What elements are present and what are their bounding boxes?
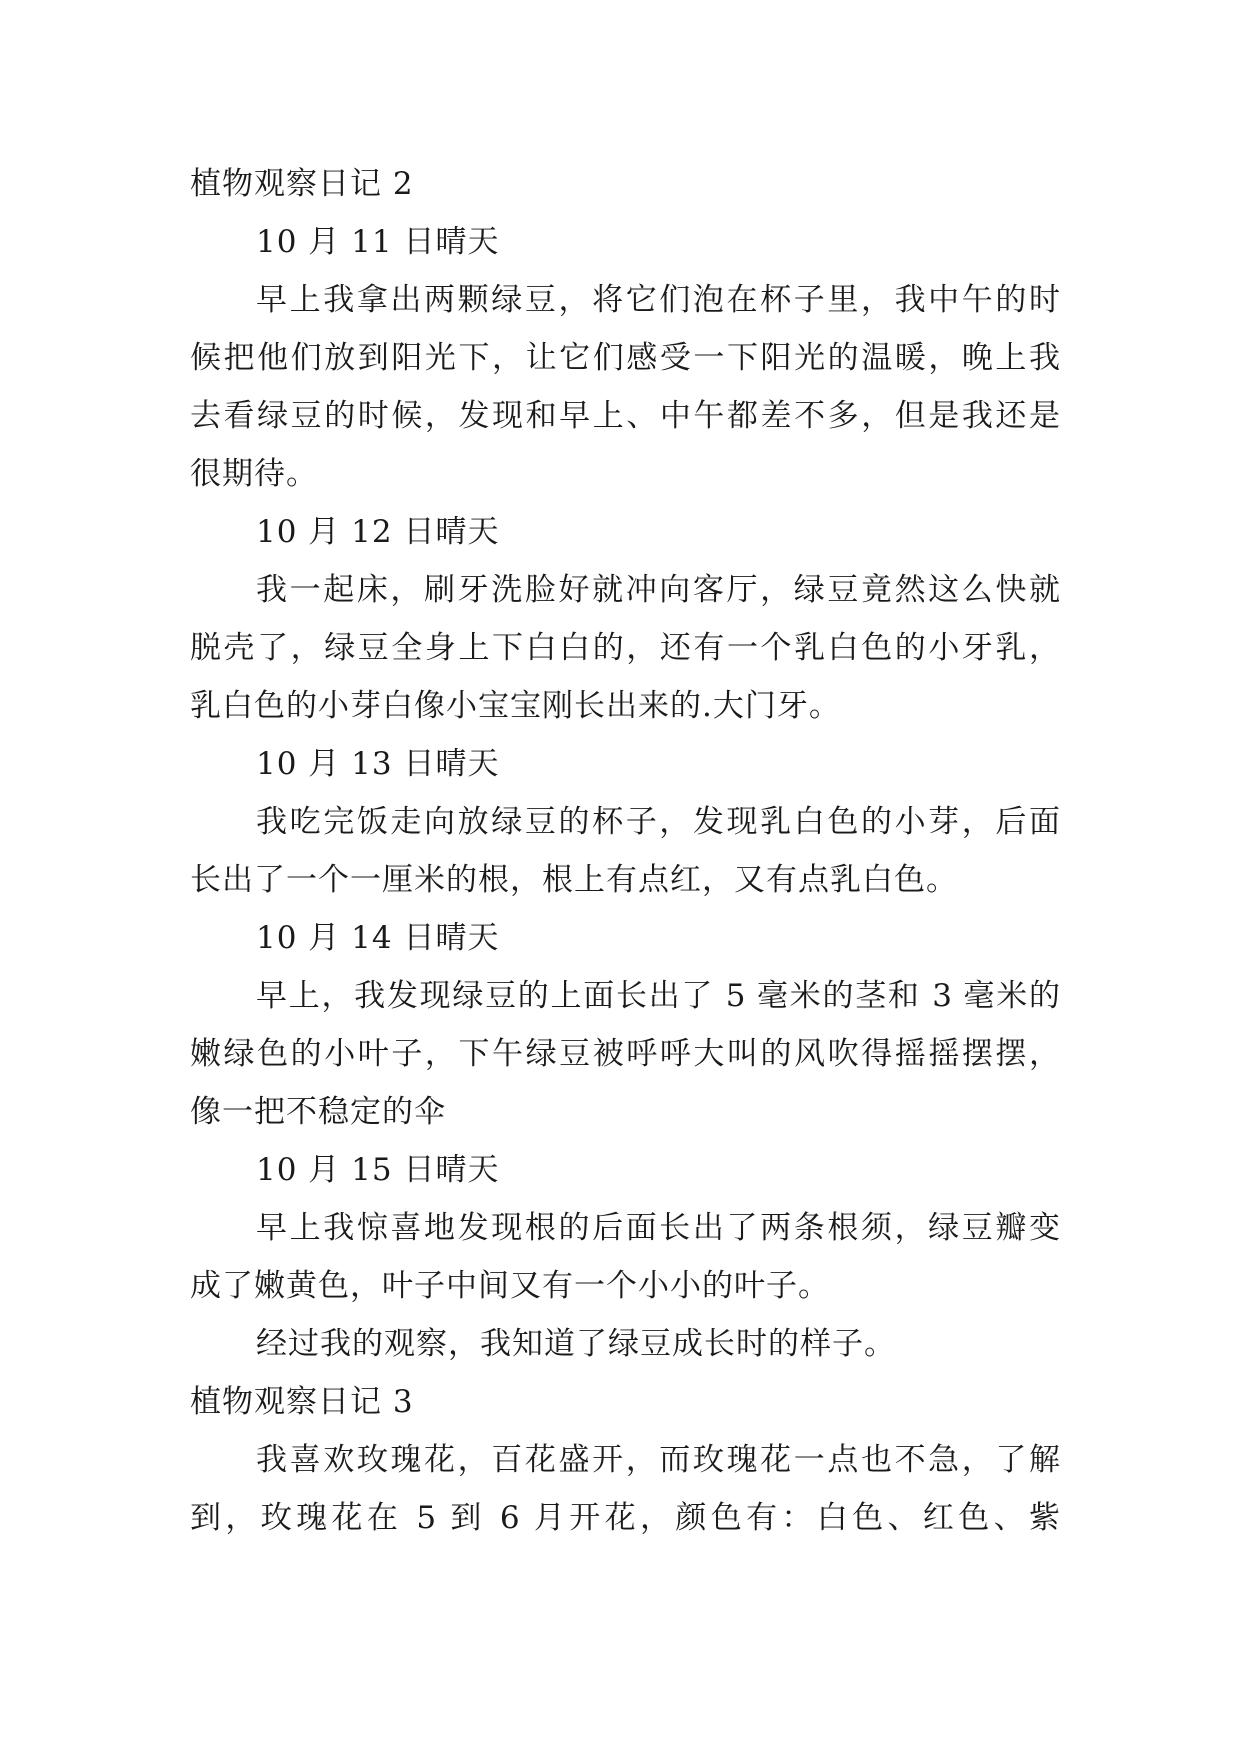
paragraph-line: 嫩绿色的小叶子，下午绿豆被呼呼大叫的风吹得摇摇摆摆， <box>190 1036 1060 1072</box>
document-page <box>190 155 1060 1547</box>
date-heading: 10 月 11 日晴天 <box>256 224 500 260</box>
date-heading: 10 月 15 日晴天 <box>256 1152 500 1188</box>
paragraph-line: 我一起床，刷牙洗脸好就冲向客厅，绿豆竟然这么快就 <box>256 572 1060 608</box>
paragraph-line: 很期待。 <box>190 456 318 492</box>
heading-diary-2: 植物观察日记 2 <box>190 166 414 202</box>
paragraph-line: 去看绿豆的时候，发现和早上、中午都差不多，但是我还是 <box>190 398 1060 434</box>
paragraph-line: 长出了一个一厘米的根，根上有点红，又有点乳白色。 <box>190 862 958 898</box>
date-heading: 10 月 13 日晴天 <box>256 746 500 782</box>
paragraph-line: 早上我拿出两颗绿豆，将它们泡在杯子里，我中午的时 <box>256 282 1060 318</box>
paragraph-line: 像一把不稳定的伞 <box>190 1094 446 1130</box>
heading-diary-3: 植物观察日记 3 <box>190 1384 414 1420</box>
paragraph-line: 经过我的观察，我知道了绿豆成长时的样子。 <box>256 1326 896 1362</box>
date-heading: 10 月 14 日晴天 <box>256 920 500 956</box>
paragraph-line: 早上，我发现绿豆的上面长出了 5 毫米的茎和 3 毫米的 <box>256 978 1060 1014</box>
paragraph-line: 我吃完饭走向放绿豆的杯子，发现乳白色的小芽，后面 <box>256 804 1060 840</box>
paragraph-line: 成了嫩黄色，叶子中间又有一个小小的叶子。 <box>190 1268 830 1304</box>
paragraph-line: 候把他们放到阳光下，让它们感受一下阳光的温暖，晚上我 <box>190 340 1060 376</box>
paragraph-line: 乳白色的小芽白像小宝宝刚长出来的.大门牙。 <box>190 688 841 724</box>
paragraph-line: 早上我惊喜地发现根的后面长出了两条根须，绿豆瓣变 <box>256 1210 1060 1246</box>
date-heading: 10 月 12 日晴天 <box>256 514 500 550</box>
paragraph-line: 到，玫瑰花在 5 到 6 月开花，颜色有：白色、红色、紫 <box>190 1500 1060 1536</box>
paragraph-line: 脱壳了，绿豆全身上下白白的，还有一个乳白色的小牙乳， <box>190 630 1060 666</box>
paragraph-line: 我喜欢玫瑰花，百花盛开，而玫瑰花一点也不急，了解 <box>256 1442 1060 1478</box>
